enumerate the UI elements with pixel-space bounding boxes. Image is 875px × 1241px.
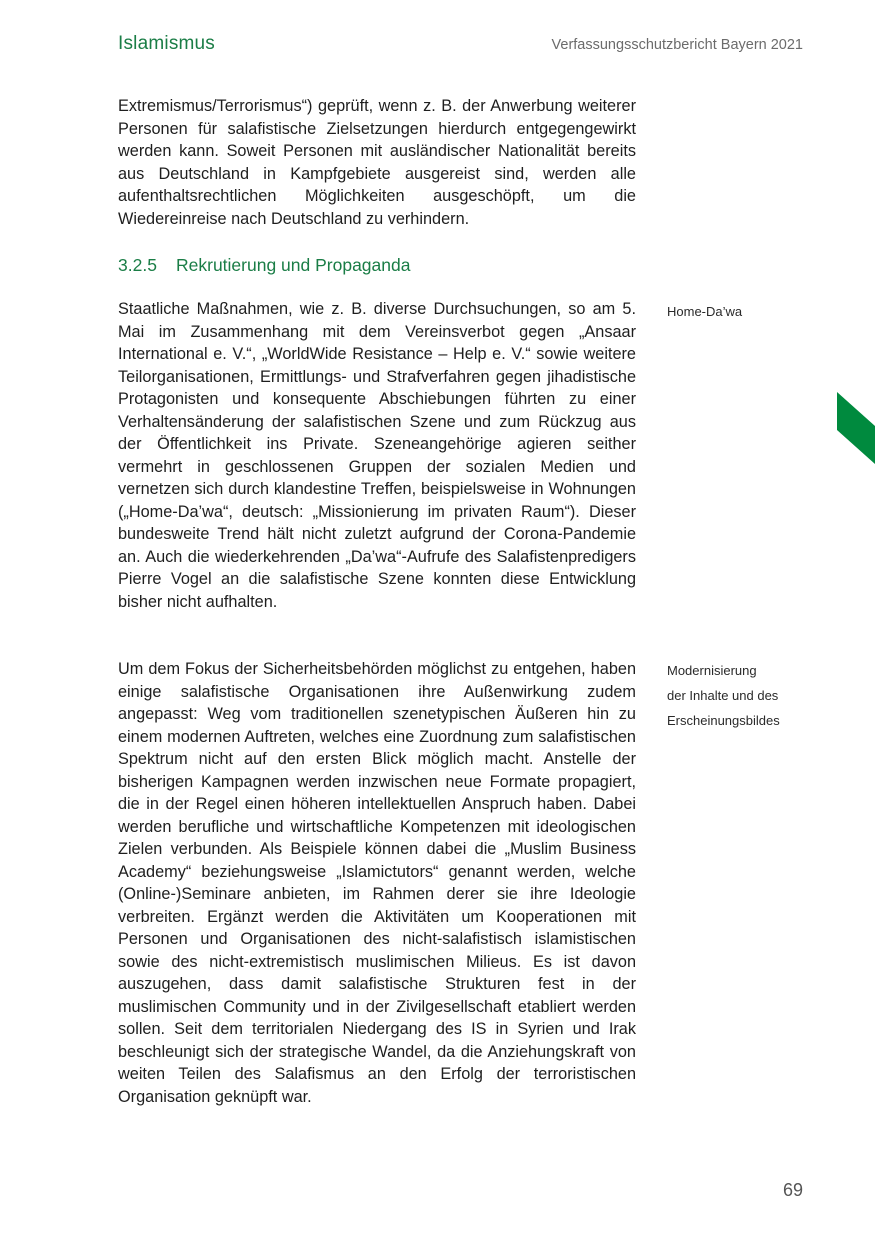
body-paragraph: Staatliche Maßnahmen, wie z. B. diverse Durchsuchungen, so am 5. Mai im Zusammenhang mit dem Vereinsverbot gegen „Ansaar International e. V.“, „WorldWide Resistance – Help e. V.“ sowie weitere Teilorganisationen, Ermittlungs- und Strafverfahren gegen jihadistische Protagonisten und konsequente Abschiebungen führten zu einer Verhaltensänderung der salafistischen Szene und zum Rückzug aus der Öffentlichkeit ins Private. Szeneangehörige agieren seither vermehrt in geschlossenen Gruppen der sozialen Medien und vernetzen sich durch klandestine Treffen, beispielsweise in Wohnungen („Home-Da’wa“, deutsch: „Missionierung im privaten Raum“). Dieser bundesweite Trend hält nicht zuletzt aufgrund der Corona-Pandemie an. Auch die wiederkehrenden „Da’wa“-Aufrufe des Salafistenpredigers Pierre Vogel an die salafistische Szene konnten diese Entwicklung bisher nicht aufhalten.	[118, 300, 636, 611]
running-header-report-title: Verfassungsschutzbericht Bayern 2021	[551, 37, 803, 53]
body-paragraph: Um dem Fokus der Sicherheitsbehörden möglichst zu entgehen, haben einige salafistische Organisationen ihre Außenwirkung zudem angepasst: Weg vom traditionellen szenetypischen Äußeren hin zu einem modernen Auftreten, welches eine Zuordnung zum salafistischen Spektrum nicht auf den ersten Blick möglich macht. Anstelle der bisherigen Kampagnen werden inzwischen neue Formate propagiert, die in der Regel einen höheren intellektuellen Anspruch haben. Dabei werden berufliche und wirtschaftliche Kompetenzen mit ideologischen Zielen verbunden. Als Beispiele können dabei die „Muslim Business Academy“ beziehungsweise „Islamictutors“ genannt werden, welche (Online-)Seminare anbieten, im Rahmen derer sie ihre Ideologie verbreiten. Ergänzt werden die Aktivitäten um Kooperationen mit Personen und Organisationen des nicht-salafistisch islamistischen sowie des nicht-extremistisch muslimischen Milieus. Es ist davon auszugehen, dass damit salafistische Strukturen fest in der muslimischen Community und in der Zivilgesellschaft etabliert werden sollen. Seit dem territorialen Niedergang des IS in Syrien und Irak beschleunigt sich der strategische Wandel, da die Anziehungskraft von weiten Teilen des Salafismus an den Erfolg der terroristischen Organisation geknüpft war.	[118, 660, 636, 1106]
section-number: 3.2.5	[118, 255, 157, 275]
margin-note-line: Erscheinungsbildes	[667, 713, 780, 728]
chapter-tab-shape	[837, 392, 875, 464]
running-header-section-title: Islamismus	[118, 33, 216, 54]
margin-note-line: Modernisierung	[667, 663, 757, 678]
body-paragraph: Extremismus/Terrorismus“) geprüft, wenn z. B. der Anwerbung weiterer Personen für salafistische Zielsetzungen hierdurch entgegengewirkt werden kann. Soweit Personen mit ausländischer Nationalität bereits aus Deutschland in Kampfgebiete ausgereist sind, werden alle aufenthaltsrechtlichen Möglichkeiten ausgeschöpft, um die Wiedereinreise nach Deutschland zu verhindern.	[118, 97, 636, 228]
page-number: 69	[782, 1180, 803, 1200]
margin-note-line: der Inhalte und des	[667, 688, 779, 703]
section-title: Rekrutierung und Propaganda	[176, 255, 411, 275]
chapter-tab-marker	[837, 392, 875, 464]
section-heading	[118, 255, 410, 276]
margin-note-home-dawa: Home-Da’wa	[667, 304, 743, 319]
margin-note-modernisierung	[667, 658, 817, 733]
